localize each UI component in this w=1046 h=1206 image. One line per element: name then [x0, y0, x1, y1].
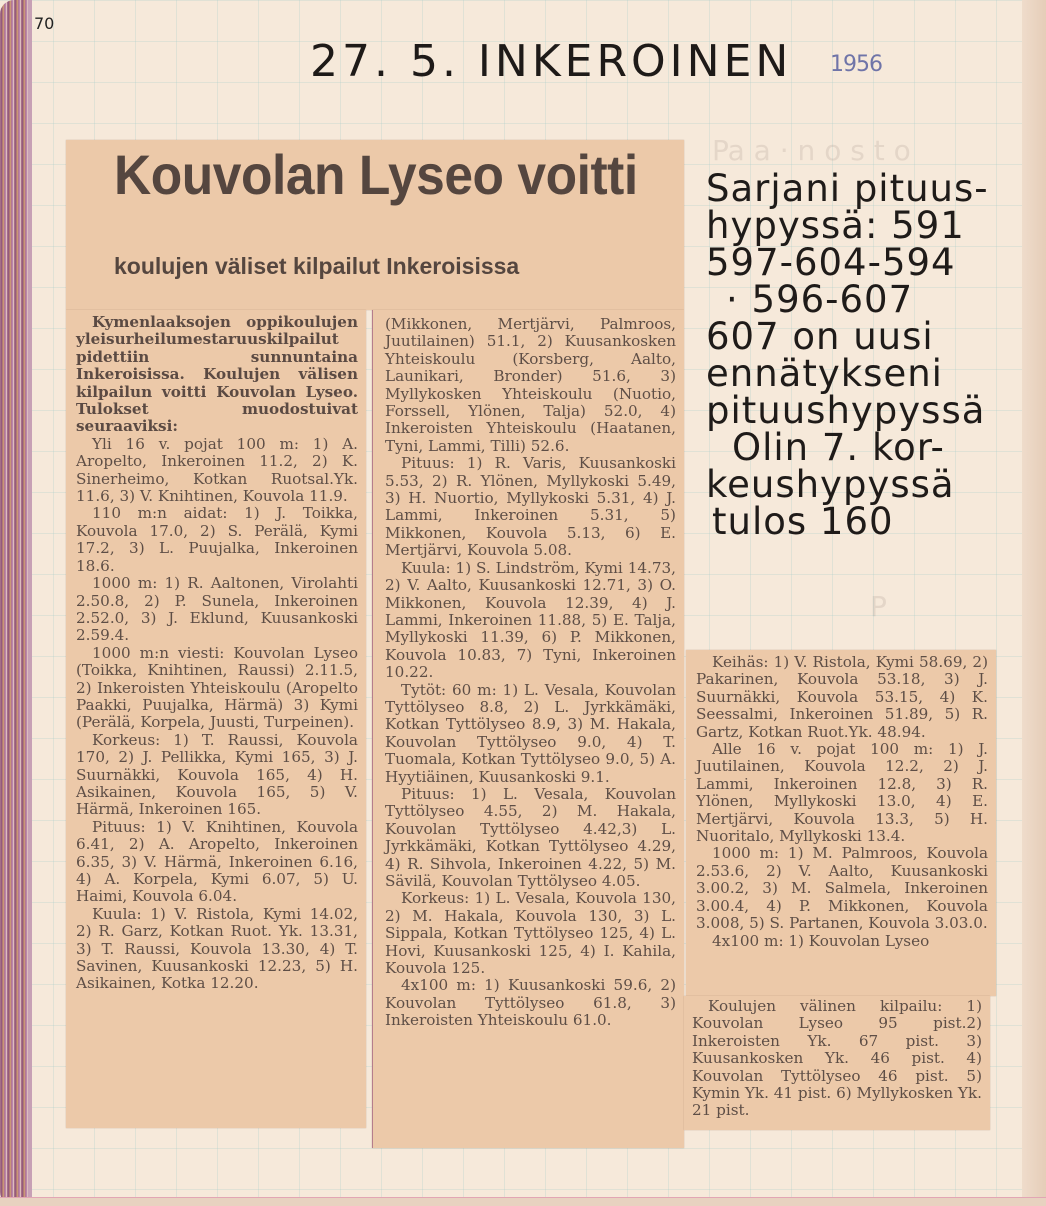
- spine-edge: [28, 0, 32, 1206]
- handwritten-year: 1956: [830, 52, 882, 77]
- article-paragraph: Pituus: 1) L. Vesala, Kouvolan Tyttölyseo 4.55, 2) M. Hakala, Kouvolan Tyttölyseo 4.42,3) L. Jyrkkämäki, Kotkan Tyttölyseo 4.29, 4) R. Sihvola, Inkeroinen 4.22, 5) M. Sävilä, Kouvolan Tyttölyseo 4.05.: [385, 784, 676, 890]
- note-line: · 596-607: [726, 278, 914, 321]
- article-paragraph: Kuula: 1) S. Lindström, Kymi 14.73, 2) V. Aalto, Kuusankoski 12.71, 3) O. Mikkonen, Kouvola 12.39, 4) J. Lammi, Inkeroinen 11.88, 5) E. Talja, Myllykoski 11.39, 6) P. Mikkonen, Kouvola 10.83, 7) Tyni, Inkeroinen 10.22.: [385, 558, 676, 682]
- article-column-3-bottom: [684, 996, 990, 1130]
- article-subheadline: koulujen väliset kilpailut Inkeroisissa: [114, 253, 520, 279]
- article-paragraph: 1000 m: 1) M. Palmroos, Kouvola 2.53.6, 2) V. Aalto, Kuusankoski 3.00.2, 3) M. Salmela, Inkeroinen 3.00.4, 4) P. Mikkonen, Kouvola 3.008, 5) S. Partanen, Kouvola 3.03.0.: [696, 844, 988, 933]
- note-line: 597-604-594: [706, 241, 956, 284]
- article-lead: Kymenlaaksojen oppikoulujen yleisurheilumestaruuskilpailut pidettiin sunnuntaina Inkeroisissa. Koulujen välisen kilpailun voitti Kouvolan Lyseo. Tulokset muodostuivat seuraaviksi:: [76, 313, 358, 436]
- page-right-edge: [1022, 0, 1046, 1206]
- page-bottom-edge: [0, 1197, 1046, 1206]
- article-paragraph: Koulujen välinen kilpailu: 1) Kouvolan Lyseo 95 pist.2) Inkeroisten Yk. 67 pist. 3) Kuusankosken Yk. 46 pist. 4) Kouvolan Tyttölyseo 46 pist. 5) Kymin Yk. 41 pist. 6) Myllykosken Yk. 21 pist.: [692, 997, 982, 1120]
- note-line: tulos 160: [712, 500, 894, 543]
- note-line: hypyssä: 591: [706, 204, 965, 247]
- notebook-spine: [0, 0, 28, 1206]
- article-headline: Kouvolan Lyseo voitti: [114, 143, 638, 206]
- article-paragraph: Korkeus: 1) T. Raussi, Kouvola 170, 2) J. Pellikka, Kymi 165, 3) J. Suurnäkki, Kouvola 165, 4) H. Asikainen, Kouvola 165, 5) V. Härmä, Inkeroinen 165.: [76, 730, 358, 819]
- article-column-2: [372, 310, 684, 1148]
- article-paragraph: Pituus: 1) R. Varis, Kuusankoski 5.53, 2) R. Ylönen, Myllykoski 5.49, 3) H. Nuortio, Myllykoski 5.31, 4) J. Lammi, Inkeroinen 5.31, 5) Mikkonen, Kouvola 5.13, 6) E. Mertjärvi, Kouvola 5.08.: [385, 454, 676, 560]
- article-paragraph: 1000 m: 1) R. Aaltonen, Virolahti 2.50.8, 2) P. Sunela, Inkeroinen 2.52.0, 3) J. Eklund, Kuusankoski 2.59.4.: [76, 574, 358, 645]
- article-paragraph: 4x100 m: 1) Kuusankoski 59.6, 2) Kouvolan Tyttölyseo 61.8, 3) Inkeroisten Yhteiskoulu 61.0.: [385, 976, 676, 1030]
- headline-clipping: [66, 140, 684, 310]
- article-column-1: [66, 310, 366, 1128]
- article-paragraph: (Mikkonen, Mertjärvi, Palmroos, Juutilainen) 51.1, 2) Kuusankosken Yhteiskoulu (Korsberg, Aalto, Launikari, Bronder) 51.6, 3) Myllykosken Yhteiskoulu (Nuotio, Forssell, Ylönen, Talja) 52.0, 4) Inkeroisten Yhteiskoulu (Haatanen, Tyni, Lammi, Tilli) 52.6.: [385, 315, 676, 455]
- article-paragraph: Alle 16 v. pojat 100 m: 1) J. Juutilainen, Kouvola 12.2, 2) J. Lammi, Inkeroinen 12.8, 3) R. Ylönen, Myllykoski 13.0, 4) E. Mertjärvi, Kouvola 13.3, 5) H. Nuoritalo, Myllykoski 13.4.: [696, 740, 988, 846]
- note-line: ennätykseni: [706, 352, 943, 395]
- handwritten-note: [706, 167, 1006, 543]
- note-line: 607 on uusi: [706, 315, 934, 358]
- note-line: pituushypyssä: [706, 389, 986, 432]
- note-line: keushypyssä: [706, 463, 955, 506]
- article-column-3-top: [686, 650, 996, 996]
- article-paragraph: Korkeus: 1) L. Vesala, Kouvola 130, 2) M. Hakala, Kouvola 130, 3) L. Sippala, Kotkan Tyttölyseo 125, 4) L. Hovi, Kuusankoski 125, 4) I. Kahila, Kouvola 125.: [385, 889, 676, 978]
- bleed-through-text: Pa a · n o s t o: [712, 134, 911, 167]
- bleed-through-text: P: [870, 590, 887, 623]
- article-paragraph: Keihäs: 1) V. Ristola, Kymi 58.69, 2) Pakarinen, Kouvola 53.18, 3) J. Suurnäkki, Kouvola 53.15, 4) K. Seessalmi, Inkeroinen 51.89, 5) R. Gartz, Kotkan Ruot.Yk. 48.94.: [696, 653, 988, 741]
- article-paragraph: 110 m:n aidat: 1) J. Toikka, Kouvola 17.0, 2) S. Perälä, Kymi 17.2, 3) L. Puujalka, Inkeroinen 18.6.: [76, 504, 358, 575]
- article-paragraph: 4x100 m: 1) Kouvolan Lyseo: [712, 931, 930, 950]
- article-paragraph: Pituus: 1) V. Knihtinen, Kouvola 6.41, 2) A. Aropelto, Inkeroinen 6.35, 3) V. Härmä, Inkeroinen 6.16, 4) A. Korpela, Kymi 6.07, 5) U. Haimi, Kouvola 6.04.: [76, 817, 358, 906]
- handwritten-title: 27. 5. INKEROINEN: [310, 36, 793, 87]
- note-line: Olin 7. kor-: [732, 426, 945, 469]
- article-paragraph: Tytöt: 60 m: 1) L. Vesala, Kouvolan Tyttölyseo 8.8, 2) L. Jyrkkämäki, Kotkan Tyttölyseo 8.9, 3) M. Hakala, Kouvolan Tyttölyseo 9.0, 4) T. Tuomala, Kotkan Tyttölyseo 9.0, 5) A. Hyytiäinen, Kuusankoski 9.1.: [385, 680, 676, 786]
- article-paragraph: 1000 m:n viesti: Kouvolan Lyseo (Toikka, Knihtinen, Raussi) 2.11.5, 2) Inkeroisten Yhteiskoulu (Aropelto Paakki, Puujalka, Härmä) 3) Kymi (Perälä, Korpela, Juusti, Turpeinen).: [76, 643, 358, 732]
- article-paragraph: Kuula: 1) V. Ristola, Kymi 14.02, 2) R. Garz, Kotkan Ruot. Yk. 13.31, 3) T. Raussi, Kouvola 13.30, 4) T. Savinen, Kuusankoski 12.23, 5) H. Asikainen, Kotka 12.20.: [76, 904, 358, 993]
- page-number: 70: [34, 14, 55, 33]
- article-paragraph: Yli 16 v. pojat 100 m: 1) A. Aropelto, Inkeroinen 11.2, 2) K. Sinerheimo, Kotkan Ruotsal.Yk. 11.6, 3) V. Knihtinen, Kouvola 11.9.: [76, 434, 358, 506]
- note-line: Sarjani pituus-: [706, 167, 989, 210]
